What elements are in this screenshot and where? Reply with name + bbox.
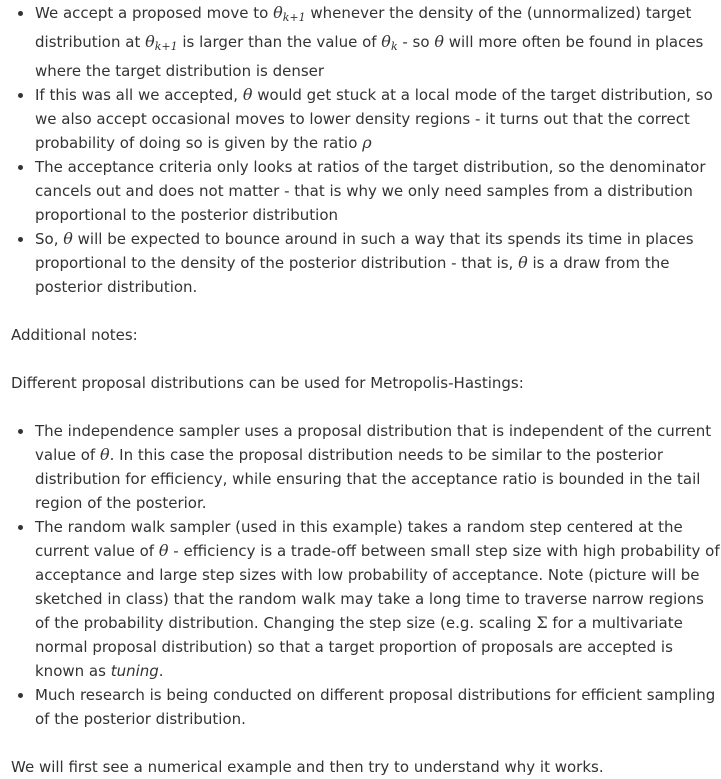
proposal-bullet-list xyxy=(11,419,721,731)
bullet-acceptance-criteria xyxy=(35,155,721,227)
bullet-accept-move xyxy=(35,1,721,83)
text: is a draw from the posterior distribution. xyxy=(35,254,670,296)
theta-symbol: θ xyxy=(273,3,283,22)
additional-notes-heading: Additional notes: xyxy=(11,326,138,344)
text: whenever the density of the (unnormalized) target distribution at xyxy=(35,4,692,51)
acceptance-bullet-list xyxy=(11,0,721,299)
proposal-intro: Different proposal distributions can be used for Metropolis-Hastings: xyxy=(11,374,524,392)
sigma-symbol: Σ xyxy=(536,613,548,632)
tuning-term: tuning xyxy=(110,662,159,680)
text: . In this case the proposal distribution needs to be similar to the posterior distribution for efficiency, while ensuring that the acceptance ratio is bounded in the tail region of the posterior. xyxy=(35,446,701,512)
text: is larger than the value of xyxy=(177,33,382,51)
theta-symbol: θ xyxy=(158,541,169,560)
bullet-random-walk-sampler xyxy=(35,515,721,683)
theta-symbol: θ xyxy=(381,32,391,51)
bullet-bounce-around xyxy=(35,227,721,299)
subscript: k+1 xyxy=(154,40,178,53)
text: . xyxy=(158,662,164,680)
bullet-research xyxy=(35,683,721,731)
text: The random walk sampler (used in this example) takes a random step centered at the current value of xyxy=(35,518,683,560)
text: will more often be found in places where the target distribution is denser xyxy=(35,33,704,80)
bullet-independence-sampler xyxy=(35,419,721,515)
text: Much research is being conducted on different proposal distributions for efficient sampling of the posterior distribution. xyxy=(35,686,716,728)
bullet-local-mode xyxy=(35,83,721,155)
theta-symbol: θ xyxy=(242,85,253,104)
text: We accept a proposed move to xyxy=(35,4,274,22)
subscript: k+1 xyxy=(282,11,306,24)
theta-symbol: θ xyxy=(145,32,155,51)
text: will be expected to bounce around in such a way that its spends its time in places proportional to the density of the posterior distribution - that is, xyxy=(35,230,694,272)
text: for a multivariate normal proposal distribution) so that a target proportion of proposals are accepted is known as xyxy=(35,614,683,680)
text: So, xyxy=(35,230,64,248)
closing-sentence: We will first see a numerical example and then try to understand why it works. xyxy=(11,758,604,776)
rho-symbol: ρ xyxy=(362,133,372,152)
text: The acceptance criteria only looks at ratios of the target distribution, so the denominator cancels out and does not matter - that is why we only need samples from a distribution proportional to the posterior distribution xyxy=(35,158,706,224)
theta-symbol: θ xyxy=(518,253,528,272)
text: The independence sampler uses a proposal distribution that is independent of the current value of xyxy=(35,422,712,464)
text: - so xyxy=(397,33,435,51)
theta-symbol: θ xyxy=(63,229,73,248)
theta-symbol: θ xyxy=(434,32,444,51)
subscript: k xyxy=(390,40,398,53)
text: - efficiency is a trade-off between small step size with high probability of acceptance and large step sizes with low probability of acceptance. Note (picture will be sketched in class) that the random walk may take a long time to traverse narrow regions of the probability distribution. Changing the step size (e.g. scaling xyxy=(35,542,720,632)
text: would get stuck at a local mode of the target distribution, so we also accept occasional moves to lower density regions - it turns out that the correct probability of doing so is given by the ratio xyxy=(35,86,713,152)
theta-symbol: θ xyxy=(99,445,110,464)
text: If this was all we accepted, xyxy=(35,86,243,104)
